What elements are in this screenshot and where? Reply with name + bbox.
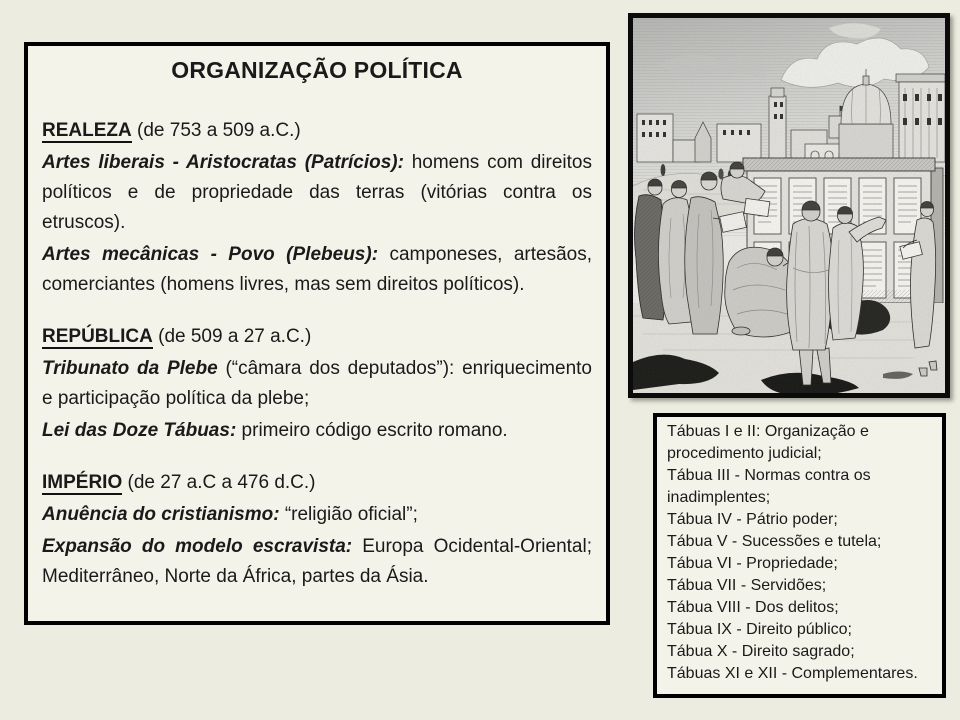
twelve-tables-engraving: [633, 18, 945, 393]
slide-title: ORGANIZAÇÃO POLÍTICA: [171, 57, 463, 83]
tables-line-6: Tábua VII - Servidões;: [667, 577, 827, 594]
tables-line-4: Tábua V - Sucessões e tutela;: [667, 533, 882, 550]
heading-line-republica: [42, 322, 592, 352]
heading-realeza: REALEZA: [42, 120, 132, 141]
paragraph-patricios: Artes liberais - Aristocratas (Patrícios): homens com direitos políticos e de propriedade das terras (vitórias contra os etruscos).: [42, 152, 592, 233]
section-imperio: [42, 468, 592, 592]
paragraph-plebeus: Artes mecânicas - Povo (Plebeus): camponeses, artesãos, comerciantes (homens livres, mas sem direitos políticos).: [42, 244, 593, 295]
section-realeza: [42, 116, 592, 300]
period-realeza: (de 753 a 509 a.C.): [131, 120, 301, 141]
heading-line-imperio: [42, 468, 592, 498]
tables-line-7: Tábua VIII - Dos delitos;: [667, 599, 839, 616]
heading-republica: REPÚBLICA: [42, 326, 153, 347]
political-organization-box: [24, 42, 610, 625]
engraving-grain: [633, 18, 945, 393]
period-republica: (de 509 a 27 a.C.): [152, 326, 312, 347]
heading-imperio: IMPÉRIO: [42, 472, 123, 493]
tables-line-2: Tábua III - Normas contra os inadimplentes;: [667, 467, 871, 506]
twelve-tables-image-frame: [628, 13, 950, 398]
period-imperio: (de 27 a.C a 476 d.C.): [122, 472, 316, 493]
paragraph-tribunato: Tribunato da Plebe (“câmara dos deputados”): enriquecimento e participação política da plebe;: [42, 358, 592, 409]
tables-line-9: Tábua X - Direito sagrado;: [667, 643, 855, 660]
heading-line-realeza: [42, 116, 592, 146]
paragraph-cristianismo: Anuência do cristianismo: “religião oficial”;: [42, 504, 418, 525]
tables-line-1: Tábuas I e II: Organização e procedimento judicial;: [667, 423, 869, 462]
paragraph-doze-tabuas: Lei das Doze Tábuas: primeiro código escrito romano.: [42, 420, 508, 441]
twelve-tables-list-box: [653, 413, 946, 698]
tables-line-8: Tábua IX - Direito público;: [667, 621, 852, 638]
tables-line-3: Tábua IV - Pátrio poder;: [667, 511, 838, 528]
paragraph-escravista: Expansão do modelo escravista: Europa Ocidental-Oriental; Mediterrâneo, Norte da África, partes da Ásia.: [42, 536, 592, 587]
section-republica: [42, 322, 592, 446]
tables-line-5: Tábua VI - Propriedade;: [667, 555, 838, 572]
tables-line-10: Tábuas XI e XII - Complementares.: [667, 665, 918, 682]
